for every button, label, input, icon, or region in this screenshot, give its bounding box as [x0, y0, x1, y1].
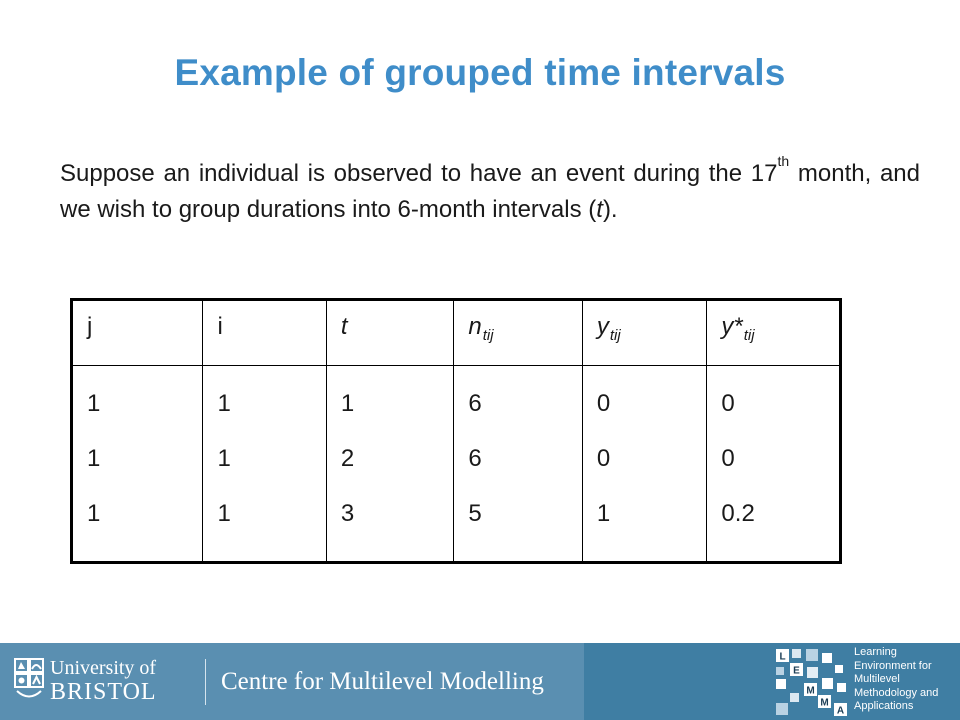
body-text-part3: ).	[602, 196, 618, 223]
slide-title: Example of grouped time intervals	[174, 52, 786, 93]
body-text-part1: Suppose an individual is observed to have an event during the 17	[60, 160, 778, 187]
header-j: j	[72, 300, 203, 366]
lemma-letter-m1: M	[806, 685, 815, 697]
lemma-text	[854, 646, 938, 714]
body-text-part2: month, and we wish to group durations into 6-month intervals (	[60, 160, 920, 223]
table-cell: 0	[721, 445, 735, 472]
lemma-line: Environment for	[854, 659, 932, 672]
table-cell: 1	[87, 500, 101, 527]
lemma-letter-a: A	[836, 705, 845, 717]
lemma-line: Learning	[854, 646, 897, 658]
table-cell: 0.2	[721, 500, 755, 527]
centre-name: Centre for Multilevel Modelling	[221, 668, 544, 695]
header-t: t	[326, 300, 453, 366]
table-cell: 0	[721, 390, 735, 417]
lemma-logo-area	[766, 643, 960, 720]
body-text-italic-t: t	[596, 196, 603, 223]
table-body-row	[72, 366, 841, 563]
table-cell: 3	[340, 500, 355, 527]
university-of-text: University of	[50, 657, 157, 679]
header-n-tij: $n_{tij}$	[454, 300, 583, 366]
footer-banner	[0, 643, 960, 720]
table-cell: 6	[468, 445, 482, 472]
column-i-values	[203, 366, 326, 563]
table-cell: 1	[217, 390, 231, 417]
lemma-letter-m2: M	[820, 697, 829, 709]
lemma-logo-icon	[772, 645, 850, 718]
table-cell: 1	[87, 445, 101, 472]
column-t-values	[326, 366, 453, 563]
footer-mid-band	[584, 643, 766, 720]
lemma-line: Methodology and	[854, 686, 939, 699]
header-ystar-tij: $y*_{tij}$	[707, 300, 841, 366]
header-y-tij: $y_{tij}$	[582, 300, 707, 366]
table-cell: 6	[468, 390, 482, 417]
table-cell: 0	[596, 445, 611, 472]
footer-left-band	[0, 643, 584, 720]
table-cell: 0	[596, 390, 611, 417]
table-cell: 1	[87, 390, 101, 417]
column-y-values	[582, 366, 707, 563]
header-i: i	[203, 300, 326, 366]
table-cell: 1	[340, 390, 355, 417]
lemma-line: Multilevel	[854, 673, 900, 685]
lemma-letter-l: L	[779, 651, 786, 663]
lemma-line: Applications	[854, 700, 914, 712]
university-crest-icon	[14, 658, 44, 704]
table-header-row	[72, 300, 841, 366]
grouped-intervals-table	[70, 298, 842, 564]
body-paragraph	[60, 153, 920, 228]
ordinal-superscript: th	[777, 153, 790, 169]
column-ystar-values	[707, 366, 841, 563]
lemma-letter-e: E	[793, 665, 800, 677]
table-cell: 1	[217, 500, 231, 527]
table-cell: 1	[596, 500, 611, 527]
table-cell: 2	[340, 445, 355, 472]
table-cell: 5	[468, 500, 482, 527]
footer-divider	[205, 659, 206, 705]
column-j-values	[72, 366, 203, 563]
table-cell: 1	[217, 445, 231, 472]
bristol-text: BRISTOL	[50, 679, 157, 705]
column-n-values	[454, 366, 583, 563]
